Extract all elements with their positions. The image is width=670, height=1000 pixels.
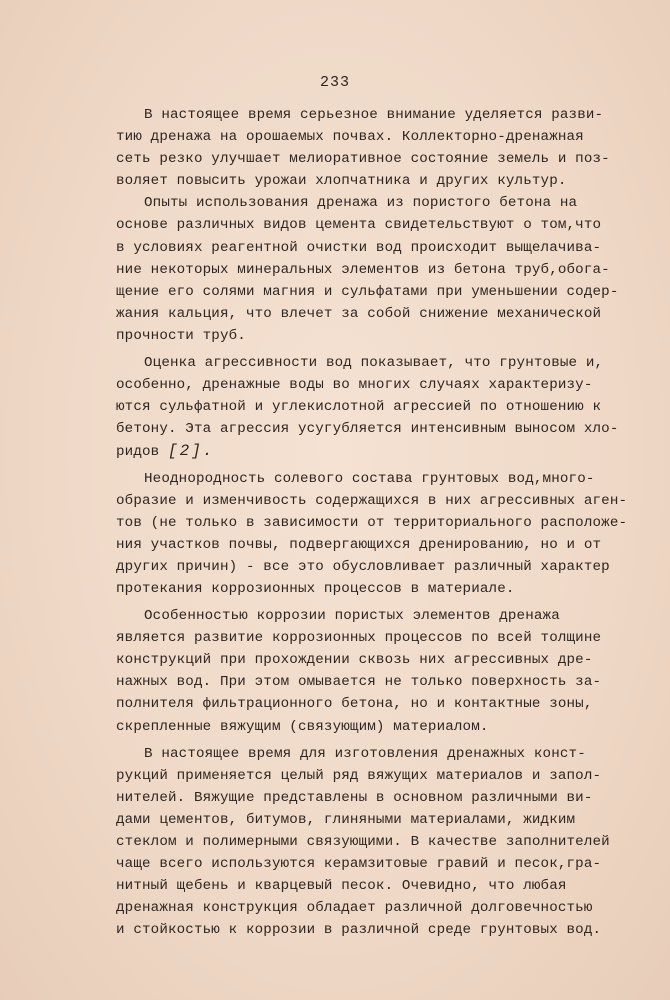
- text-line: тов (не только в зависимости от территориального расположе-: [116, 514, 628, 531]
- text-line: нителей. Вяжущие представлены в основном различными ви-: [116, 789, 593, 806]
- paragraph: [116, 352, 619, 462]
- text-line: в условиях реагентной очистки вод происходит выщелачива-: [116, 239, 602, 256]
- text-line: прочности труб.: [116, 327, 246, 344]
- text-line: дами цементов, битумов, глиняными материалами, жидким: [116, 811, 576, 828]
- text-line: основе различных видов цемента свидетельствуют о том,что: [116, 217, 602, 234]
- paragraph: [116, 468, 628, 601]
- text-line: Оценка агрессивности вод показывает, что грунтовые и,: [144, 355, 604, 372]
- citation-reference: [2].: [168, 442, 215, 461]
- text-line: воляет повысить урожаи хлопчатника и других культур.: [116, 173, 567, 190]
- text-line: других причин) - все это обусловливает различный характер: [116, 558, 610, 575]
- text-line: нитный щебень и кварцевый песок. Очевидно, что любая: [116, 878, 567, 895]
- text-line: Особенностью коррозии пористых элементов дренажа: [144, 608, 560, 625]
- page-number: 233: [319, 74, 350, 91]
- text-line: дренажная конструкция обладает различной долговечностью: [116, 900, 593, 917]
- text-line: конструкций при прохождении сквозь них агрессивных дре-: [116, 652, 593, 669]
- text-line: тию дренажа на орошаемых почвах. Коллекторно-дренажная: [116, 129, 584, 146]
- text-line: сеть резко улучшает мелиоративное состояние земель и поз-: [116, 151, 610, 168]
- paragraph: [116, 605, 602, 738]
- text-line: особенно, дренажные воды во многих случаях характеризу-: [116, 377, 593, 394]
- text-line: Опыты использования дренажа из пористого бетона на: [144, 195, 578, 212]
- text-line: нажных вод. При этом омывается не только поверхность за-: [116, 674, 602, 691]
- text-line: В настоящее время для изготовления дренажных конст-: [144, 745, 586, 762]
- paragraph: [116, 743, 610, 942]
- text-line: протекания коррозионных процессов в материале.: [116, 580, 515, 597]
- text-line: образие и изменчивость содержащихся в них агрессивных аген-: [116, 492, 628, 509]
- text-line: скрепленные вяжущим (связующим) материалом.: [116, 718, 489, 735]
- text-line: стеклом и полимерными связующими. В качестве заполнителей: [116, 834, 610, 850]
- text-line: рукций применяется целый ряд вяжущих материалов и запол-: [116, 767, 602, 784]
- text-line: [116, 440, 596, 462]
- text-line: и стойкостью к коррозии в различной среде грунтовых вод.: [116, 922, 602, 939]
- text-line: щение его солями магния и сульфатами при уменьшении содер-: [116, 283, 619, 300]
- text-fragment: ридов: [116, 444, 160, 461]
- text-line: Неоднородность солевого состава грунтовых вод,много-: [144, 470, 595, 487]
- paragraph: [116, 192, 619, 347]
- text-line: ются сульфатной и углекислотной агрессией по отношению к: [116, 399, 602, 416]
- text-line: ние некоторых минеральных элементов из бетона труб,обога-: [116, 261, 610, 278]
- text-line: ния участков почвы, подвергающихся дренированию, но и от: [116, 536, 602, 553]
- text-line: В настоящее время серьезное внимание уделяется разви-: [144, 107, 604, 123]
- text-line: полнителя фильтрационного бетона, но и контактные зоны,: [116, 696, 593, 713]
- paragraph: [116, 104, 610, 192]
- document-body: [116, 104, 628, 941]
- text-line: жания кальция, что влечет за собой снижение механической: [116, 305, 602, 322]
- text-line: является развитие коррозионных процессов по всей толщине: [116, 630, 602, 647]
- text-line: чаще всего используются керамзитовые гравий и песок,гра-: [116, 856, 602, 873]
- text-line: бетону. Эта агрессия усугубляется интенсивным выносом хло-: [116, 421, 619, 438]
